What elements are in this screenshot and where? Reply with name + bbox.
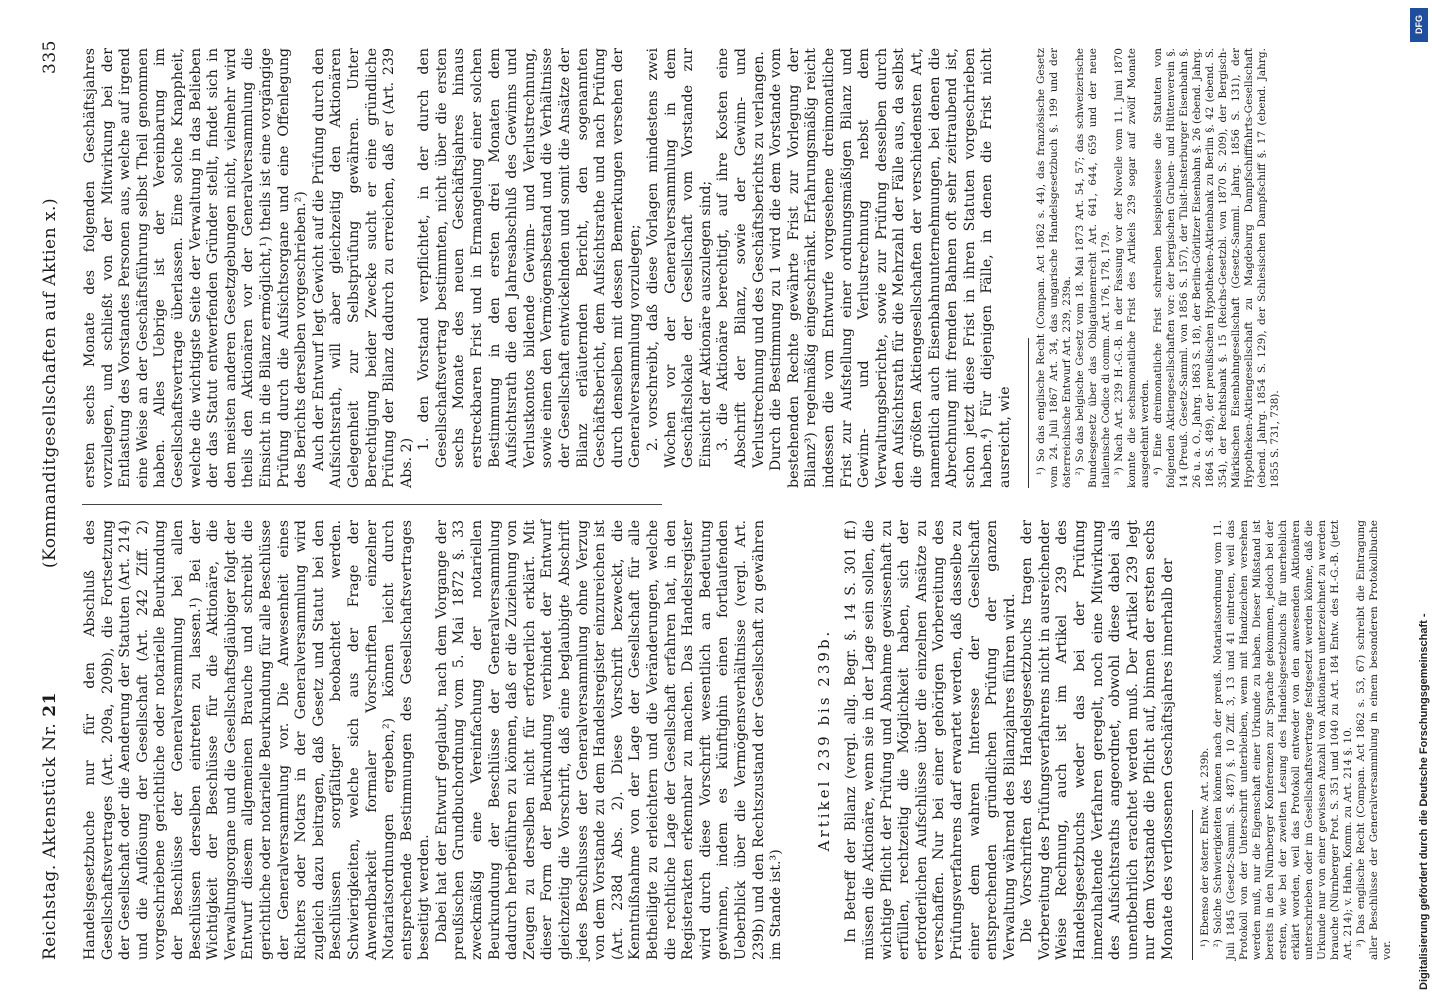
dfg-logo: DFG bbox=[1410, 8, 1428, 42]
left-column bbox=[82, 520, 1394, 960]
page-header bbox=[40, 40, 68, 960]
footnote-rule bbox=[1192, 810, 1193, 960]
header-right: (Kommanditgesellschaften auf Aktien x.) bbox=[40, 197, 60, 569]
footnote: ¹) So das englische Recht (Compan. Act 1862 s. 44), das französische Gesetz vom 24. Juli 1867 Art. 34, das ungarische Handelsgesetzbuch §. 199 und der österreichische Entwurf Art. 239, 239a. bbox=[1035, 48, 1074, 488]
footnote: ²) Solche Schwierigkeiten können nach der preuß. Notariatsordnung vom 11. Juli 1845 (Gesetz-Samml. S. 487) §. 10 Ziff. 3, 13 und 41 eintreten, weil das Protokoll von der Unterschrift unterbleiben, wenn mit Handzeichen versehen werden muß, nur die Eigenschaft einer Urkunde zu haben. Dieser Mißstand ist bereits in den Nürnberger Konferenzen zur Sprache gekommen, jedoch bei der ersten, wie bei der zweiten Lesung des Handelsgesetzbuchs für unerheblich erklärt worden, weil das Protokoll entweder von den anwesenden Aktionären unterschrieben oder im Gesellschaftsvertrage festgesetzt werden könne, daß die Urkunde nur von einer gewissen Anzahl von Aktionären unterzeichnet zu werden brauche (Nürnberger Prot. S. 351 und 1040 zu Art. 184 Entw. des H.-G.-B. (jetzt Art. 214); v. Hahn, Komm. zu Art. 214 §. 10. bbox=[1211, 520, 1354, 960]
left-paragraph: Dabei hat der Entwurf geglaubt, nach dem Vorgange der preußischen Grundbuchordnung vom 5. Mai 1872 §. 33 zweckmäßig eine Vereinfachung der notariellen Beurkundung der Beschlüsse der Generalversammlung dadurch herbeiführen zu können, daß er die Zuziehung von Zeugen zu derselben nicht für erforderlich erklärt. Mit dieser Form der Beurkundung verbindet der Entwurf gleichzeitig die Vorschrift, daß eine beglaubigte Abschrift jedes Beschlusses der Generalversammlung ohne Verzug von dem Vorstande zu dem Handelsregister einzureichen ist (Art. 238d Abs. 2). Diese Vorschrift bezweckt, die Kenntnißnahme von der Lage der Gesellschaft für alle Betheiligte zu erleichtern und die Veränderungen, welche die rechtliche Lage der Gesellschaft erfahren hat, in den Registerakten erkennbar zu machen. Das Handelsregister wird durch diese Vorschrift wesentlich an Bedeutung gewinnen, indem es künftighin einen fortlaufenden Ueberblick über die Vermögensverhältnisse (vergl. Art. 239b) und den Rechtszustand der Gesellschaft zu gewähren im Stande ist.³) bbox=[433, 520, 785, 960]
footnote-rule bbox=[1028, 338, 1029, 488]
footnote: ⁴) Eine dreimonatliche Frist schreiben beispielsweise die Statuten von folgenden Aktiengesellschaften vor: der bergischen Gruben- und Hüttenverein §. 14 (Preuß. Gesetz-Samml. von 1856 S. 157), der Tilsit-Insterburger Eisenbahn §. 26 u. a. O., Jahrg. 1863 S. 18), der Berlin-Görlitzer Eisenbahn §. 26 (ebend. Jahrg. 1864 S. 489), der preußischen Hypotheken-Aktienbank zu Berlin §. 42 (ebend. S. 354), der Rechtsbank §. 15 (Reichs-Gesetzbl. von 1870 S. 209), der Bergisch-Märkischen Eisenbahngesellschaft (Gesetz-Samml. Jahrg. 1856 S. 131), der Hypotheken-Aktiengesellschaft zu Magdeburg Dampfschifffahrts-Gesellschaft (ebend. Jahrg. 1854 S. 129), der Schlesischen Dampfschiff §. 17 (ebend. Jahrg. 1855 S. 731, 738). bbox=[1152, 48, 1282, 488]
footnote: ¹) Ebenso der österr. Entw. Art. 239b. bbox=[1198, 747, 1211, 948]
article-paragraph: In Betreff der Bilanz (vergl. allg. Begr. §. 14 S. 301 ff.) müssen die Aktionäre, wenn sie in der Lage sein sollen, die wichtige Pflicht der Prüfung und Abnahme gewissenhaft zu erfüllen, rechtzeitig die Möglichkeit haben, sich der erforderlichen Aufschlüsse über die einzelnen Ansätze zu verschaffen. Nur bei einer gehörigen Vorbereitung des Prüfungsverfahrens darf erwartet werden, daß dasselbe zu einer dem wahren Interesse der Gesellschaft entsprechenden gründlichen Prüfung der ganzen Verwaltung während des Bilanzjahres führen wird. bbox=[843, 520, 1018, 960]
header-left bbox=[40, 692, 60, 960]
enumerated-item: 3. die Aktionäre berechtigt, auf ihre Kosten eine Abschrift der Bilanz, sowie der Gewinn- und Verlustrechnung und des Geschäftsberichts zu verlangen. bbox=[715, 48, 767, 468]
digitization-note-text: Digitalisierung gefördert durch die Deutsche Forschungsgemeinschaft - bbox=[1418, 613, 1430, 990]
right-paragraph: Auch der Entwurf legt Gewicht auf die Prüfung durch den Aufsichtsrath, will aber gleichzeitig den Aktionären Gelegenheit zur Selbstprüfung gewähren. Unter Berechtigung beider Zwecke sucht er eine gründliche Prüfung der Bilanz dadurch zu erreichen, daß er (Art. 239 Abs. 2) bbox=[310, 48, 415, 488]
right-column bbox=[82, 48, 1282, 488]
column-divider bbox=[82, 504, 662, 505]
article-title: Artikel 239 bis 239b. bbox=[814, 628, 833, 852]
document-number: 21 bbox=[40, 692, 60, 717]
left-paragraph: Handelsgesetzbuche nur für den Abschluß des Gesellschaftsvertrages (Art. 209a, 209b), die Fortsetzung der Gesellschaft oder die Aenderung der Statuten (Art. 214) und die Auflösung der Gesellschaft (Art. 242 Ziff. 2) vorgeschriebene gerichtliche oder notarielle Beurkundung der Beschlüsse der Generalversammlung bei allen Beschlüssen derselben eintreten zu lassen.¹) Bei der Wichtigkeit der Beschlüsse für die Aktionäre, die Verwaltungsorgane und die Gesellschaftsgläubiger folgt der Entwurf diesem allgemeinen Brauche und schreibt die gerichtliche oder notarielle Beurkundung für alle Beschlüsse der Generalversammlung vor. Die Anwesenheit eines Richters oder Notars in der Generalversammlung wird zugleich dazu beitragen, daß Gesetz und Statut bei den Beschlüssen sorgfältiger beobachtet werden. Schwierigkeiten, welche sich aus der Frage der Anwendbarkeit formaler Vorschriften einzelner Notariatsordnungen ergeben,²) können leicht durch entsprechende Bestimmungen des Gesellschaftsvertrages beseitigt werden. bbox=[82, 520, 433, 960]
header-left-text: Reichstag. Aktenstück Nr. bbox=[40, 722, 60, 960]
page-number: 335 bbox=[40, 40, 60, 74]
right-paragraph: ersten sechs Monate des folgenden Geschäftsjahres vorzulegen, und schließt von der Mitwirkung bei der Entlastung des Vorstandes Personen aus, welche auf irgend eine Weise an der Geschäftsführung selbst Theil genommen haben. Alles Uebrige ist der Vereinbarung im Gesellschaftsvertrage überlassen. Eine solche Knappheit, welche die wichtigste Seite der Verwaltung in das Belieben der das Statut entwerfenden Gründer stellt, findet sich in den meisten anderen Gesetzgebungen nicht, vielmehr wird theils den Aktionären vor der Generalversammlung die Einsicht in die Bilanz ermöglicht,¹) theils ist eine vorgängige Prüfung durch die Aufsichtsorgane und eine Offenlegung des Berichts derselben vorgeschrieben.²) bbox=[82, 48, 310, 488]
right-paragraph: Durch die Bestimmung zu 1 wird die dem Vorstande vom bestehenden Rechte gewährte Frist zur Vorlegung der Bilanz³) regelmäßig eingeschränkt. Erfahrungsmäßig reicht indessen die vom Entwurfe vorgesehene dreimonatliche Frist zur Aufstellung einer ordnungsmäßigen Bilanz und Gewinn- und Verlustrechnung nebst dem Verwaltungsberichte, sowie zur Prüfung desselben durch den Aufsichtsrath für die Mehrzahl der Fälle aus, da selbst die größten Aktiengesellschaften der verschiedensten Art, namentlich auch Eisenbahnunternehmungen, bei denen die Abrechnung mit fremden Bahnen oft sehr zeitraubend ist, schon jetzt diese Frist in ihren Statuten vorgeschrieben haben.⁴) Für diejenigen Fälle, in denen die Frist nicht ausreicht, wie bbox=[768, 48, 1013, 488]
article-paragraph: Die Vorschriften des Handelsgesetzbuchs tragen der Vorbereitung des Prüfungsverfahrens nicht in ausreichender Weise Rechnung, auch ist im Artikel 239 des Handelsgesetzbuchs weder das bei der Prüfung innezuhaltende Verfahren geregelt, noch eine Mitwirkung des Aufsichtsraths angeordnet, obwohl diese dabei als unentbehrlich erachtet werden muß. Der Artikel 239 legt nur dem Vorstande die Pflicht auf, binnen der ersten sechs Monate des verflossenen Geschäftsjahres innerhalb der bbox=[1019, 520, 1177, 960]
footnote: ³) Nach Art. 239 H.-G.-B. in der Fassung vor der Novelle vom 11. Juni 1870 konnte die sechsmonatliche Frist des Artikels 239 sogar auf zwölf Monate ausgedehnt werden. bbox=[1113, 48, 1152, 488]
enumerated-item: 1. den Vorstand verpflichtet, in der durch den Gesellschaftsvertrag bestimmten, nicht über die ersten sechs Monate des neuen Geschäftsjahres hinaus erstreckbaren Frist und in Ermangelung einer solchen Bestimmung in den ersten drei Monaten dem Aufsichtsrath die den Jahresabschluß des Gewinns und Verlustkontos bildende Gewinn- und Verlustrechnung, sowie einen den Vermögensbestand und die Verhältnisse der Gesellschaft entwickelnden und somit die Ansätze der Bilanz erläuternden Bericht, den sogenannten Geschäftsbericht, dem Aufsichtsrathe und nach Prüfung durch denselben mit dessen Bemerkungen versehen der Generalversammlung vorzulegen; bbox=[416, 48, 644, 468]
digitization-note bbox=[1410, 10, 1430, 990]
footnote: ³) Das englische Recht (Compan. Act 1862 s. 53, 67) schreibt die Eintragung aller Beschlüsse der Generalversammlung in einem besonderen Protokollbuche vor. bbox=[1354, 520, 1393, 960]
footnote: ²) So das belgische Gesetz vom 18. Mai 1873 Art. 54, 57; das schweizerische Bundesgesetz über das Obligationenrecht Art. 641, 644, 659 und der neue italienische Codice di comm. Art. 176, 178, 179. bbox=[1074, 48, 1113, 488]
enumerated-item: 2. vorschreibt, daß diese Vorlagen mindestens zwei Wochen vor der Generalversammlung in dem Geschäftslokale der Gesellschaft vom Vorstande zur Einsicht der Aktionäre auszulegen sind; bbox=[645, 48, 714, 468]
